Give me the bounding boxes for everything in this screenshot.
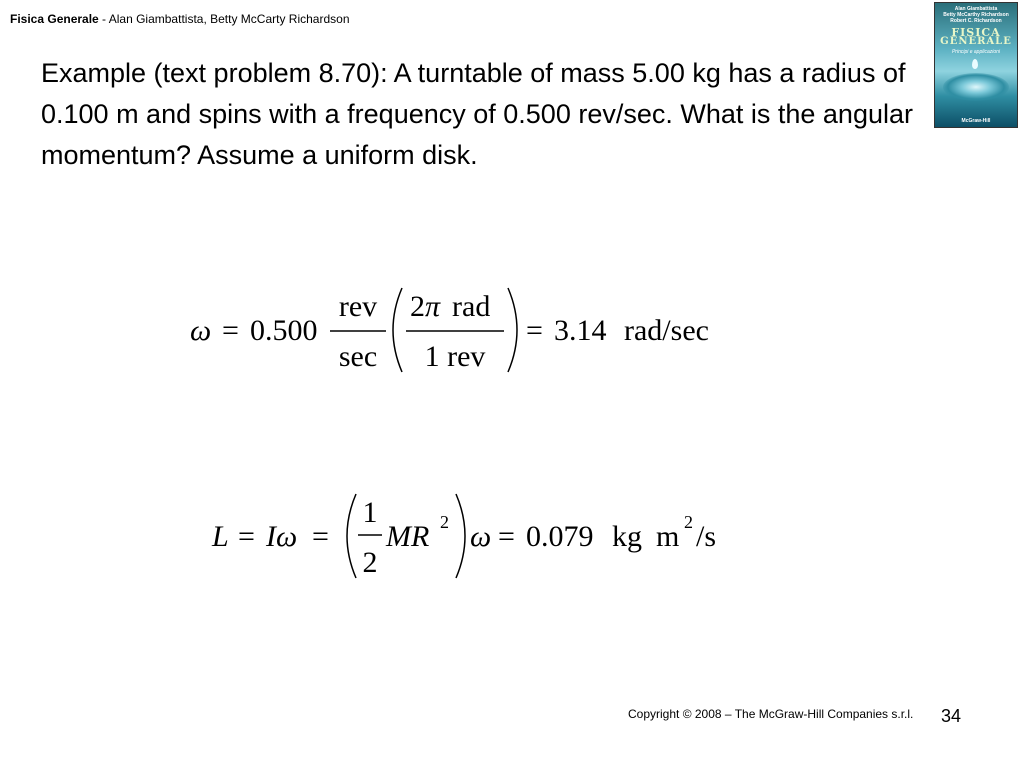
eq1-frac2-denominator: 1 rev — [424, 340, 486, 373]
cover-publisher: McGraw-Hill — [961, 118, 991, 124]
eq2-equals-2: = — [312, 520, 329, 553]
eq2-unit-s: /s — [696, 520, 717, 553]
eq1-result: 3.14 — [554, 314, 607, 347]
cover-authors — [935, 6, 1017, 24]
equation-angular-velocity — [180, 280, 740, 380]
eq2-equals: = — [238, 520, 255, 553]
eq2-unit-m: m — [656, 520, 680, 553]
book-authors: Alan Giambattista, Betty McCarty Richardson — [108, 12, 350, 26]
cover-author-3: Robert C. Richardson — [950, 18, 1002, 24]
eq2-half-numerator: 1 — [362, 496, 378, 529]
eq1-coefficient: 0.500 — [250, 314, 318, 347]
page-number: 34 — [941, 706, 962, 726]
eq2-I-omega: Iω — [266, 520, 298, 553]
eq1-equals-2: = — [526, 314, 543, 347]
eq1-left-paren — [393, 288, 402, 372]
eq1-frac2-num-coef: 2π rad — [410, 290, 491, 323]
eq2-left-paren — [347, 494, 356, 578]
cover-title-line-2: GENERALE — [940, 36, 1012, 47]
cover-author-1: Alan Giambattista — [954, 6, 998, 12]
eq1-frac1-numerator: rev — [338, 290, 378, 323]
cover-author-2: Betty McCarthy Richardson — [943, 12, 1009, 18]
eq1-result-unit: rad/sec — [624, 314, 709, 347]
slide-header — [10, 12, 350, 26]
eq2-unit-kg: kg — [612, 520, 642, 553]
header-separator: - — [98, 12, 109, 26]
eq2-MR-exponent: 2 — [440, 512, 449, 532]
cover-subtitle: Principi e applicazioni — [951, 49, 1001, 55]
eq1-right-paren — [508, 288, 517, 372]
eq2-omega: ω — [470, 520, 492, 553]
eq1-omega: ω — [190, 314, 212, 347]
cover-title-line-1: FISICA — [951, 26, 1001, 39]
eq2-unit-exponent: 2 — [684, 512, 693, 532]
problem-statement: Example (text problem 8.70): A turntable of mass 5.00 kg has a radius of 0.100 m and spins with a frequency of 0.500 rev/sec. What is the angular momentum? Assume a uniform disk. — [41, 58, 913, 170]
eq2-result: 0.079 — [526, 520, 594, 553]
copyright-footer: Copyright © 2008 – The McGraw-Hill Companies s.r.l. — [628, 707, 914, 721]
eq2-half-denominator: 2 — [362, 546, 378, 579]
eq2-MR: MR — [386, 520, 430, 553]
book-title: Fisica Generale — [10, 12, 99, 26]
eq2-equals-3: = — [498, 520, 515, 553]
eq1-equals: = — [222, 314, 239, 347]
eq1-frac1-denominator: sec — [338, 340, 378, 373]
eq2-L: L — [212, 520, 229, 553]
eq2-right-paren — [456, 494, 465, 578]
equation-angular-momentum — [200, 488, 740, 588]
